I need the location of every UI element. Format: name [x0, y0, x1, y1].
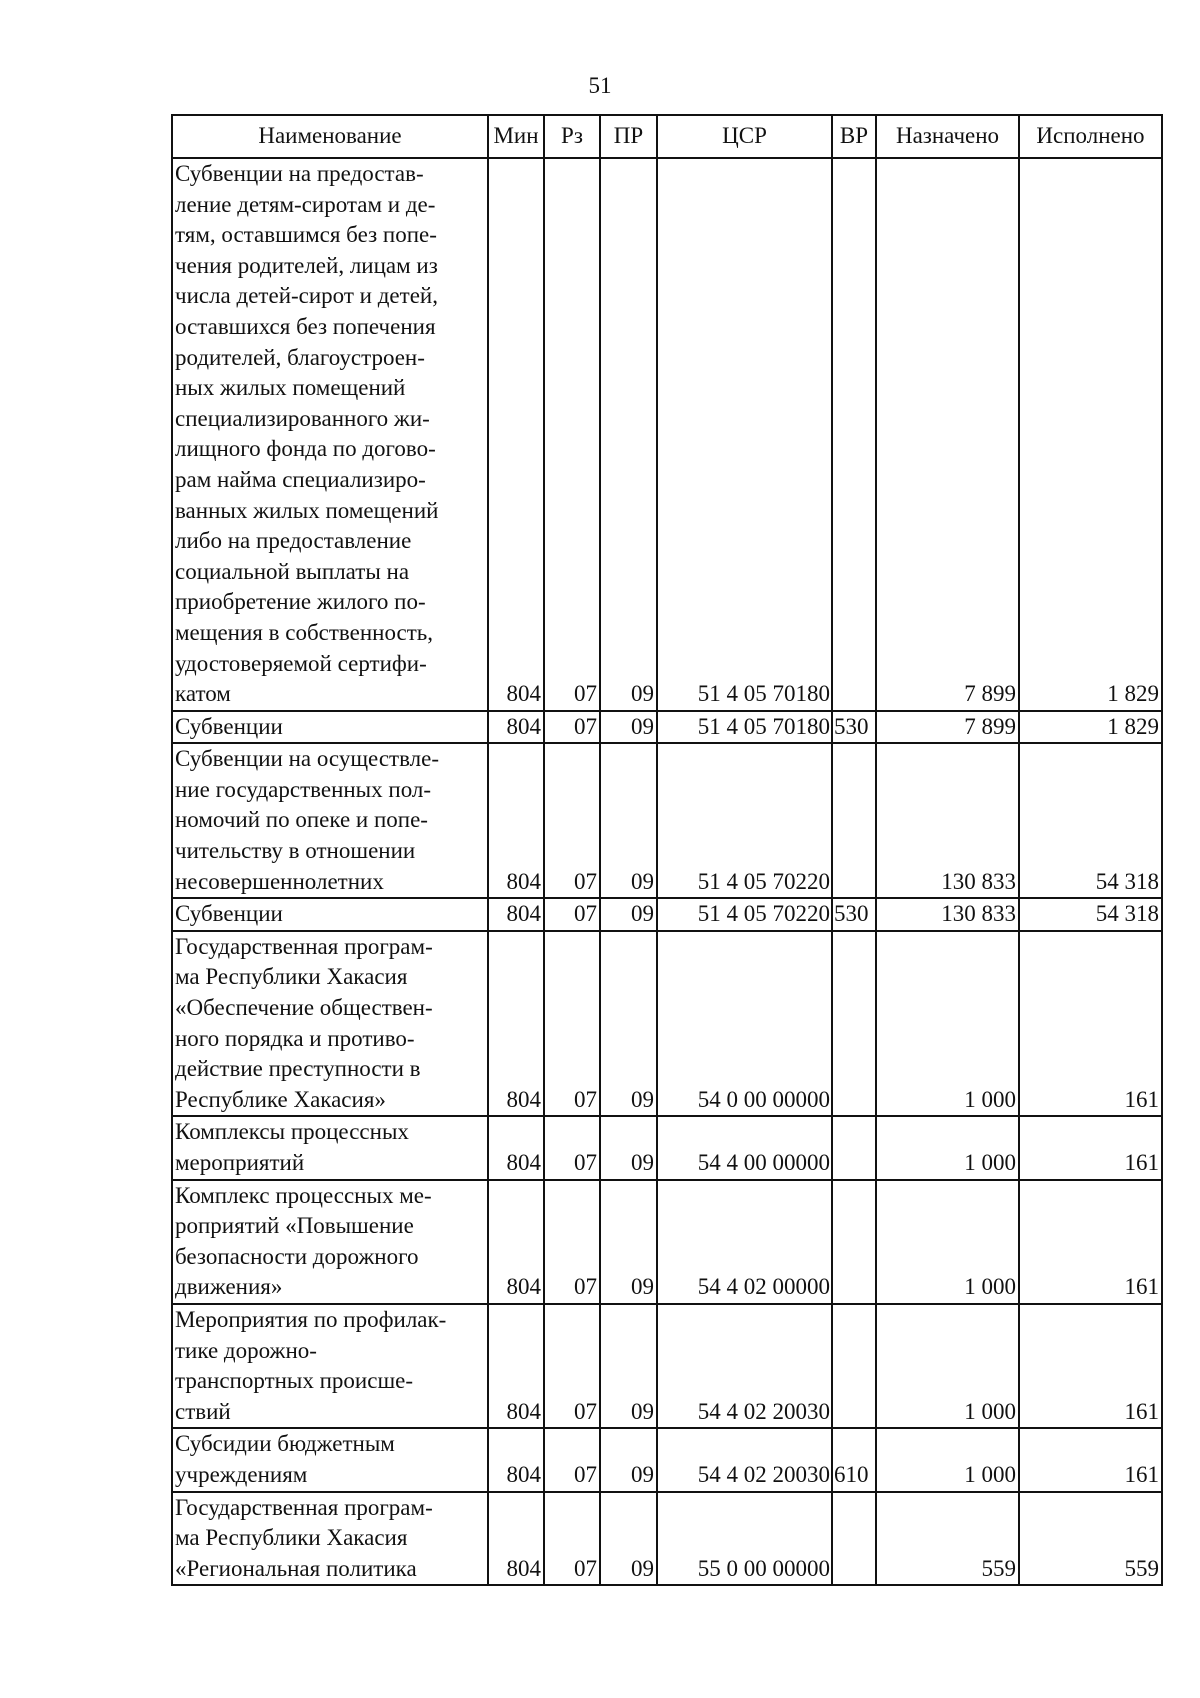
row-min: 804: [488, 1116, 544, 1179]
row-ispolneno: 54 318: [1019, 743, 1162, 898]
row-name-line: приобретение жилого по-: [175, 589, 426, 615]
row-rz: 07: [544, 158, 600, 711]
row-name-line: ных жилых помещений: [175, 375, 406, 401]
row-vr: [832, 1492, 876, 1586]
table-row: [172, 1116, 1162, 1179]
header-csr: ЦСР: [657, 115, 832, 158]
row-name-line: номочий по опеке и попе-: [175, 807, 428, 833]
header-pr: ПР: [600, 115, 657, 158]
row-naznacheno: 130 833: [876, 743, 1019, 898]
row-name-line: учреждениям: [175, 1461, 308, 1487]
header-ispolneno: Исполнено: [1019, 115, 1162, 158]
row-min: 804: [488, 1304, 544, 1428]
row-name-line: оставшихся без попечения: [175, 313, 436, 339]
row-name-line: Субвенции: [175, 901, 283, 927]
row-name-line: чительству в отношении: [175, 838, 416, 864]
row-name-line: ствий: [175, 1398, 231, 1424]
row-name: [172, 711, 488, 744]
row-ispolneno: 161: [1019, 931, 1162, 1117]
table-row: [172, 158, 1162, 711]
row-ispolneno: 161: [1019, 1116, 1162, 1179]
row-pr: 09: [600, 743, 657, 898]
row-name-line: удостоверяемой сертифи-: [175, 650, 427, 676]
row-rz: 07: [544, 1492, 600, 1586]
page-number: 51: [588, 73, 612, 98]
row-naznacheno: 1 000: [876, 1116, 1019, 1179]
row-name-line: Комплексы процессных: [175, 1119, 409, 1145]
row-vr: [832, 743, 876, 898]
row-csr: 51 4 05 70180: [657, 158, 832, 711]
row-name-line: тике дорожно-: [175, 1337, 317, 1363]
row-min: 804: [488, 158, 544, 711]
row-name-line: чения родителей, лицам из: [175, 252, 438, 278]
row-name: [172, 1180, 488, 1304]
row-vr: 530: [832, 898, 876, 931]
row-rz: 07: [544, 1304, 600, 1428]
row-name-line: Субвенции на осуществле-: [175, 746, 439, 772]
row-min: 804: [488, 931, 544, 1117]
row-min: 804: [488, 711, 544, 744]
row-naznacheno: 1 000: [876, 931, 1019, 1117]
table-row: [172, 1304, 1162, 1428]
row-pr: 09: [600, 158, 657, 711]
table-row: [172, 711, 1162, 744]
table-header: [172, 115, 1162, 158]
row-ispolneno: 161: [1019, 1180, 1162, 1304]
row-name-line: безопасности дорожного: [175, 1243, 419, 1269]
row-pr: 09: [600, 1304, 657, 1428]
row-vr: [832, 1116, 876, 1179]
row-name: [172, 1428, 488, 1491]
row-name: [172, 1492, 488, 1586]
row-name-line: Государственная програм-: [175, 1494, 433, 1520]
row-naznacheno: 559: [876, 1492, 1019, 1586]
row-rz: 07: [544, 931, 600, 1117]
row-min: 804: [488, 1180, 544, 1304]
row-csr: 54 4 02 20030: [657, 1428, 832, 1491]
row-name-line: Комплекс процессных ме-: [175, 1182, 432, 1208]
row-min: 804: [488, 1428, 544, 1491]
row-name-line: ма Республики Хакасия: [175, 1525, 408, 1551]
row-csr: 55 0 00 00000: [657, 1492, 832, 1586]
header-vr: ВР: [832, 115, 876, 158]
row-rz: 07: [544, 1116, 600, 1179]
row-name-line: мещения в собственность,: [175, 619, 434, 645]
row-vr: [832, 931, 876, 1117]
row-name-line: «Обеспечение обществен-: [175, 995, 433, 1021]
row-name-line: Республике Хакасия»: [175, 1086, 386, 1112]
row-rz: 07: [544, 711, 600, 744]
row-naznacheno: 1 000: [876, 1180, 1019, 1304]
table-row: [172, 931, 1162, 1117]
row-vr: [832, 1180, 876, 1304]
table-row: [172, 898, 1162, 931]
row-name-line: социальной выплаты на: [175, 558, 410, 584]
row-pr: 09: [600, 1428, 657, 1491]
row-name-line: транспортных происше-: [175, 1368, 414, 1394]
row-name: [172, 1116, 488, 1179]
row-naznacheno: 130 833: [876, 898, 1019, 931]
row-name-line: роприятий «Повышение: [175, 1213, 414, 1239]
row-naznacheno: 7 899: [876, 158, 1019, 711]
row-name-line: Субвенции на предостав-: [175, 161, 424, 186]
table-row: [172, 1180, 1162, 1304]
row-name-line: несовершеннолетних: [175, 868, 384, 894]
row-pr: 09: [600, 1116, 657, 1179]
row-ispolneno: 161: [1019, 1428, 1162, 1491]
row-pr: 09: [600, 898, 657, 931]
row-ispolneno: 54 318: [1019, 898, 1162, 931]
row-name: [172, 158, 488, 711]
row-name: [172, 743, 488, 898]
row-name: [172, 1304, 488, 1428]
row-rz: 07: [544, 898, 600, 931]
row-pr: 09: [600, 1492, 657, 1586]
row-vr: 610: [832, 1428, 876, 1491]
header-min: Мин: [488, 115, 544, 158]
header-rz: Рз: [544, 115, 600, 158]
row-name-line: тям, оставшимся без попе-: [175, 222, 437, 248]
row-name-line: ление детям-сиротам и де-: [175, 191, 436, 217]
row-name: [172, 898, 488, 931]
row-ispolneno: 1 829: [1019, 711, 1162, 744]
row-vr: 530: [832, 711, 876, 744]
row-vr: [832, 158, 876, 711]
row-ispolneno: 161: [1019, 1304, 1162, 1428]
row-name-line: ние государственных пол-: [175, 776, 432, 802]
row-csr: 54 0 00 00000: [657, 931, 832, 1117]
row-ispolneno: 1 829: [1019, 158, 1162, 711]
table-row: [172, 1492, 1162, 1586]
row-csr: 54 4 02 20030: [657, 1304, 832, 1428]
row-min: 804: [488, 1492, 544, 1586]
row-vr: [832, 1304, 876, 1428]
row-name-line: действие преступности в: [175, 1056, 421, 1082]
row-name-line: катом: [175, 681, 231, 707]
header-name: Наименование: [172, 115, 488, 158]
row-csr: 51 4 05 70220: [657, 743, 832, 898]
row-name-line: Государственная програм-: [175, 933, 433, 959]
row-rz: 07: [544, 1428, 600, 1491]
table-body: [172, 158, 1162, 1585]
row-name-line: Субвенции: [175, 713, 283, 739]
row-name-line: движения»: [175, 1274, 283, 1300]
row-name-line: ма Республики Хакасия: [175, 964, 408, 990]
header-naznacheno: Назначено: [876, 115, 1019, 158]
row-csr: 54 4 00 00000: [657, 1116, 832, 1179]
budget-table: [171, 114, 1163, 1586]
row-ispolneno: 559: [1019, 1492, 1162, 1586]
row-naznacheno: 7 899: [876, 711, 1019, 744]
row-naznacheno: 1 000: [876, 1428, 1019, 1491]
row-name-line: ванных жилых помещений: [175, 497, 439, 523]
row-name-line: рам найма специализиро-: [175, 466, 426, 492]
row-name-line: ного порядка и противо-: [175, 1025, 415, 1051]
row-name-line: «Региональная политика: [175, 1555, 417, 1581]
header-row: [172, 115, 1162, 158]
row-name: [172, 931, 488, 1117]
row-naznacheno: 1 000: [876, 1304, 1019, 1428]
row-csr: 54 4 02 00000: [657, 1180, 832, 1304]
row-name-line: Мероприятия по профилак-: [175, 1306, 447, 1332]
row-min: 804: [488, 743, 544, 898]
table-row: [172, 743, 1162, 898]
row-pr: 09: [600, 931, 657, 1117]
row-name-line: либо на предоставление: [175, 528, 412, 554]
row-csr: 51 4 05 70220: [657, 898, 832, 931]
row-name-line: мероприятий: [175, 1150, 305, 1175]
row-rz: 07: [544, 1180, 600, 1304]
row-pr: 09: [600, 711, 657, 744]
row-name-line: Субсидии бюджетным: [175, 1431, 395, 1457]
row-name-line: родителей, благоустроен-: [175, 344, 425, 370]
row-min: 804: [488, 898, 544, 931]
row-rz: 07: [544, 743, 600, 898]
table-row: [172, 1428, 1162, 1491]
row-pr: 09: [600, 1180, 657, 1304]
row-name-line: числа детей-сирот и детей,: [175, 283, 438, 309]
row-name-line: лищного фонда по догово-: [175, 436, 436, 462]
row-csr: 51 4 05 70180: [657, 711, 832, 744]
row-name-line: специализированного жи-: [175, 405, 430, 431]
